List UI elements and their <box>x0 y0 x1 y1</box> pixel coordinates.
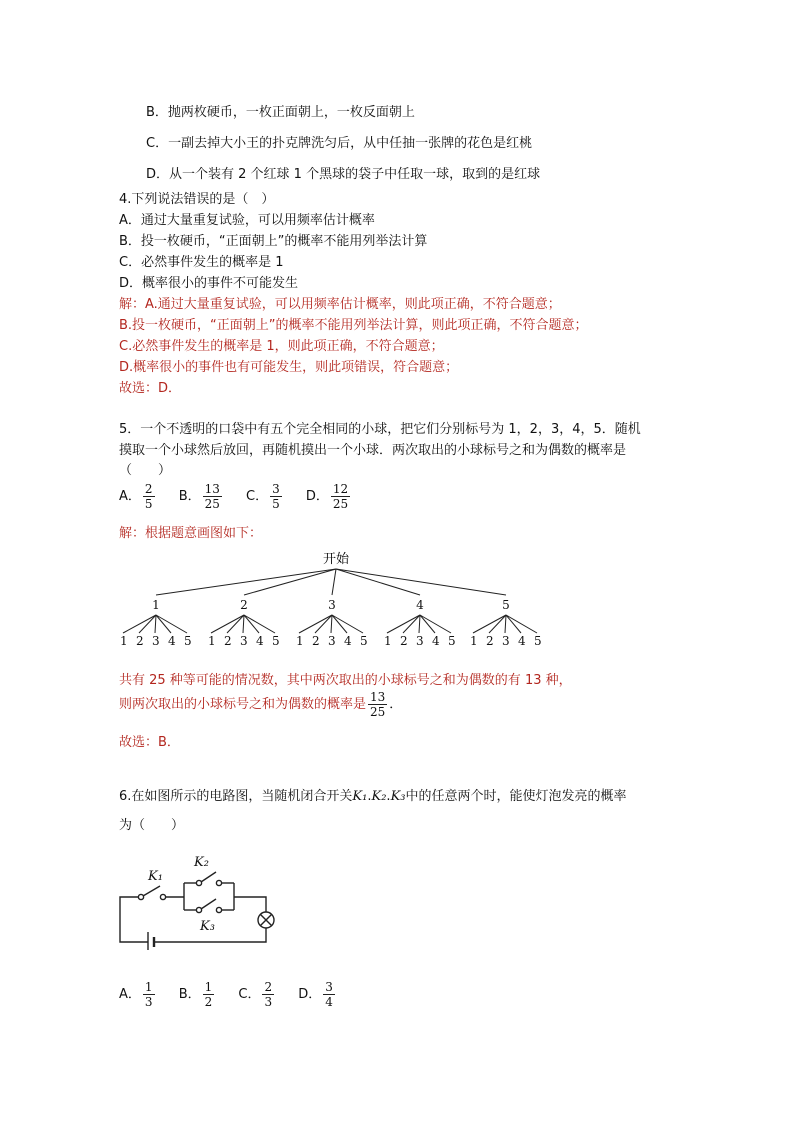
tree-level1-label: 3 <box>328 598 336 612</box>
tree-branch-level2 <box>123 615 156 633</box>
k3-label: K₃ <box>200 919 215 934</box>
tree-branch-level1 <box>336 569 420 595</box>
tree-branch-level2 <box>473 615 506 633</box>
tree-level1-label: 1 <box>152 598 160 612</box>
q5-option-a: A． $\frac{2}{5}$ <box>119 482 153 511</box>
k1-blade <box>143 886 160 896</box>
q6-circuit-diagram <box>112 850 282 950</box>
q6-stem-line1: 6.在如图所示的电路图，当随机闭合开关K₁.K₂.K₃中的任意两个时，能使灯泡发亮的概率 <box>119 789 627 804</box>
tree-level2-label: 3 <box>152 634 160 648</box>
tree-branch-level2 <box>420 615 435 633</box>
tree-level2-label: 2 <box>400 634 408 648</box>
tree-level2-label: 2 <box>224 634 232 648</box>
tree-level2-label: 4 <box>432 634 440 648</box>
tree-branch-level2 <box>332 615 347 633</box>
tree-branch-level2 <box>139 615 156 633</box>
tree-branch-level2 <box>244 615 275 633</box>
q4-solution-line: D.概率很小的事件也有可能发生，则此项错误，符合题意； <box>119 360 459 375</box>
wire-to-lamp <box>234 897 266 912</box>
tree-level2-label: 3 <box>328 634 336 648</box>
tree-level2-label: 5 <box>272 634 280 648</box>
k2-blade <box>201 872 216 882</box>
k1-terminal <box>160 894 165 899</box>
tree-level2-label: 1 <box>208 634 216 648</box>
q6-switch-k1: K₁ <box>352 789 368 804</box>
tree-level2-label: 3 <box>240 634 248 648</box>
left-wire <box>120 900 148 942</box>
tree-branch-level1 <box>244 569 336 595</box>
tree-branch-level2 <box>155 615 156 633</box>
tree-branch-level2 <box>243 615 244 633</box>
tree-level2-label: 3 <box>416 634 424 648</box>
tree-branch-level1 <box>156 569 336 595</box>
tree-level2-label: 2 <box>312 634 320 648</box>
k1-label: K₁ <box>148 869 163 884</box>
tree-branch-level2 <box>299 615 332 633</box>
tree-level2-label: 3 <box>502 634 510 648</box>
tree-branch-level2 <box>332 615 363 633</box>
q3-option-b: B．抛两枚硬币，一枚正面朝上，一枚反面朝上 <box>146 105 415 120</box>
q4-option-d: D．概率很小的事件不可能发生 <box>119 276 299 291</box>
tree-level1-label: 4 <box>416 598 424 612</box>
tree-branch-level2 <box>156 615 171 633</box>
tree-level2-label: 2 <box>136 634 144 648</box>
tree-level2-label: 4 <box>518 634 526 648</box>
q6-option-a: A． $\frac{1}{3}$ <box>119 980 153 1009</box>
k3-terminal <box>216 907 221 912</box>
tree-level2-label: 5 <box>184 634 192 648</box>
q5-stem-line1: 5．一个不透明的口袋中有五个完全相同的小球，把它们分别标号为 1，2，3，4，5．随机 <box>119 422 641 437</box>
k2-terminal <box>196 880 201 885</box>
tree-level2-label: 4 <box>256 634 264 648</box>
tree-branch-level2 <box>244 615 259 633</box>
k3-terminal <box>196 907 201 912</box>
tree-branch-level2 <box>489 615 506 633</box>
tree-level2-label: 5 <box>534 634 542 648</box>
tree-branch-level2 <box>506 615 521 633</box>
tree-branch-level2 <box>505 615 506 633</box>
tree-branch-level1 <box>332 569 336 595</box>
q5-solution-line1: 共有 25 种等可能的情况数，其中两次取出的小球标号之和为偶数的有 13 种， <box>119 673 572 688</box>
q6-switch-k2: K₂ <box>371 789 387 804</box>
q5-answer: 故选：B． <box>119 735 180 750</box>
tree-level2-label: 1 <box>470 634 478 648</box>
q4-solution-line: B.投一枚硬币，“正面朝上”的概率不能用列举法计算，则此项正确，不符合题意； <box>119 318 588 333</box>
tree-level1-label: 5 <box>502 598 510 612</box>
q5-option-b: B． $\frac{13}{25}$ <box>178 482 220 511</box>
q4-solution-line: C.必然事件发生的概率是 1，则此项正确，不符合题意； <box>119 339 444 354</box>
tree-branch-level2 <box>419 615 420 633</box>
q6-option-b: B． $\frac{1}{2}$ <box>178 980 213 1009</box>
k1-terminal <box>138 894 143 899</box>
q5-option-d: D． $\frac{12}{25}$ <box>305 482 349 511</box>
q4-solution-line: 解：A.通过大量重复试验，可以用频率估计概率，则此项正确，不符合题意； <box>119 297 561 312</box>
tree-branch-level2 <box>403 615 420 633</box>
q5-tree-diagram <box>100 545 560 655</box>
tree-level1-label: 2 <box>240 598 248 612</box>
tree-level2-label: 2 <box>486 634 494 648</box>
q5-solution-line2: 则两次取出的小球标号之和为偶数的概率是 $\frac{13}{25}$ ． <box>119 690 403 719</box>
tree-branch-level2 <box>211 615 244 633</box>
q4-answer: 故选：D． <box>119 381 182 396</box>
tree-level2-label: 5 <box>448 634 456 648</box>
q6-option-d: D． $\frac{3}{4}$ <box>298 980 333 1009</box>
tree-level2-label: 5 <box>360 634 368 648</box>
q4-stem: 4.下列说法错误的是（ ） <box>119 192 275 207</box>
q3-option-c: C．一副去掉大小王的扑克牌洗匀后，从中任抽一张牌的花色是红桃 <box>146 136 533 151</box>
q6-options <box>119 980 355 1009</box>
q4-option-b: B．投一枚硬币，“正面朝上”的概率不能用列举法计算 <box>119 234 428 249</box>
q5-options <box>119 482 370 511</box>
q5-stem-line2: 摸取一个小球然后放回，再随机摸出一个小球．两次取出的小球标号之和为偶数的概率是 <box>119 443 627 458</box>
q3-option-d: D．从一个装有 2 个红球 1 个黑球的袋子中任取一球，取到的是红球 <box>146 167 541 182</box>
tree-branch-level2 <box>420 615 451 633</box>
q5-stem-line3: （ ） <box>119 463 172 478</box>
q6-option-c: C． $\frac{2}{3}$ <box>238 980 273 1009</box>
tree-root-label: 开始 <box>322 552 350 567</box>
tree-level2-label: 4 <box>344 634 352 648</box>
tree-branch-level2 <box>387 615 420 633</box>
tree-level2-label: 1 <box>296 634 304 648</box>
tree-level2-label: 1 <box>120 634 128 648</box>
tree-level2-label: 4 <box>168 634 176 648</box>
tree-branch-level2 <box>227 615 244 633</box>
tree-branch-level1 <box>336 569 506 595</box>
tree-branch-level2 <box>331 615 332 633</box>
q4-option-a: A．通过大量重复试验，可以用频率估计概率 <box>119 213 375 228</box>
tree-branch-level2 <box>506 615 537 633</box>
q6-stem-line2: 为（ ） <box>119 818 185 833</box>
tree-level2-label: 1 <box>384 634 392 648</box>
top-left-wire <box>120 897 138 900</box>
k2-label: K₂ <box>194 855 209 870</box>
q5-option-c: C． $\frac{3}{5}$ <box>246 482 280 511</box>
q4-option-c: C．必然事件发生的概率是 1 <box>119 255 284 270</box>
tree-branch-level2 <box>315 615 332 633</box>
q5-solution-intro: 解：根据题意画图如下： <box>119 526 263 541</box>
q6-switch-k3: K₃ <box>390 789 406 804</box>
tree-branch-level2 <box>156 615 187 633</box>
k3-blade <box>201 899 216 909</box>
k2-terminal <box>216 880 221 885</box>
